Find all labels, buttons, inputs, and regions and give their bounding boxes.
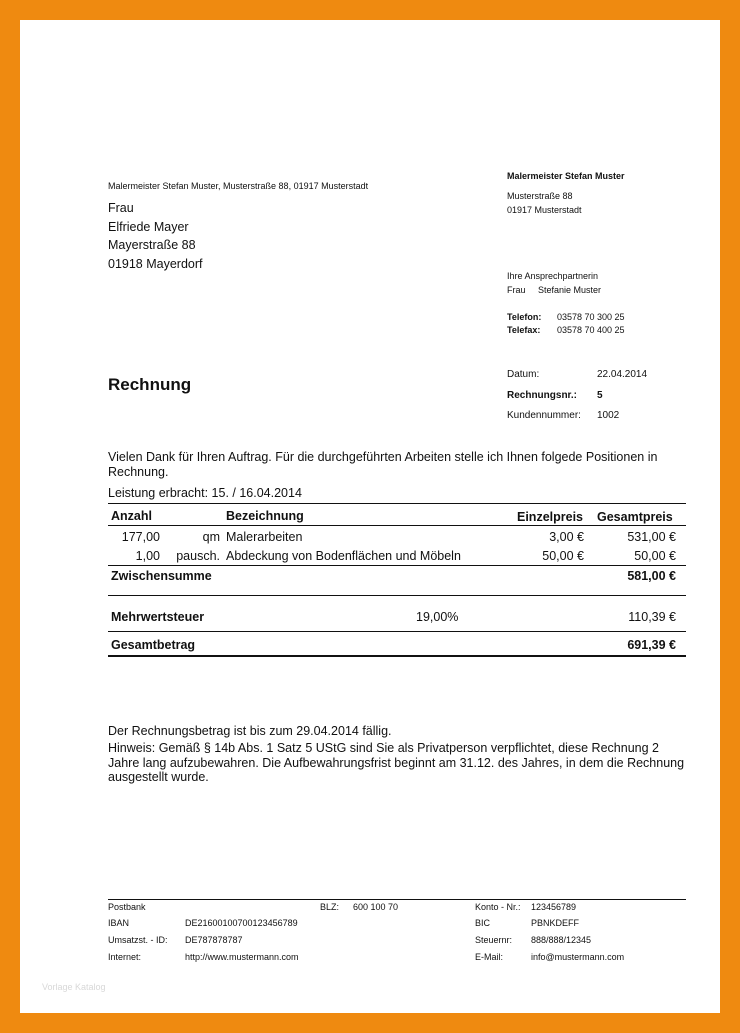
company-street: Musterstraße 88 [507,191,573,201]
header-desc: Bezeichnung [226,509,304,523]
vat-id-value: DE787878787 [185,935,243,945]
tax-number-label: Steuernr: [475,935,513,945]
blz-value: 600 100 70 [353,902,399,912]
contact-label: Ihre Ansprechpartnerin [507,271,599,281]
account-value: 123456789 [531,902,577,912]
date-label: Datum: [507,369,540,380]
recipient-name: Elfriede Mayer [108,219,189,234]
vat-value: 110,39 € [628,610,676,624]
fax-value: 03578 70 400 25 [557,325,625,335]
contact-salutation: Frau [507,285,526,295]
email-value: info@mustermann.com [531,952,625,962]
grand-total-value: 691,39 € [627,638,676,652]
recipient-salutation: Frau [108,201,134,215]
contact-name: Stefanie Muster [538,285,602,295]
row-desc: Abdeckung von Bodenflächen und Möbeln [226,549,461,563]
customer-number-value: 1002 [597,410,620,421]
phone-value: 03578 70 300 25 [557,312,625,322]
vat-label: Mehrwertsteuer [111,610,205,624]
rows-rule [108,565,686,566]
row-unit-price: 3,00 € [549,530,584,544]
bic-value: PBNKDEFF [531,918,580,928]
footer-rule [108,899,686,900]
bic-label: BIC [475,918,491,928]
fax-label: Telefax: [507,325,541,335]
invoice-number-value: 5 [597,390,603,401]
invoice-page [20,20,720,1013]
header-unit-price: Einzelpreis [517,510,583,524]
row-desc: Malerarbeiten [226,530,303,544]
vat-rate: 19,00% [416,610,459,624]
vat-id-label: Umsatzst. - ID: [108,935,168,945]
row-unit: pausch. [176,549,220,563]
header-qty: Anzahl [111,509,152,523]
email-label: E-Mail: [475,952,504,962]
company-name: Malermeister Stefan Muster [507,171,625,181]
recipient-street: Mayerstraße 88 [108,238,196,252]
row-unit: qm [202,530,220,544]
sender-line: Malermeister Stefan Muster, Musterstraße 88, 01917 Musterstadt [108,181,369,191]
row-unit-price: 50,00 € [542,549,584,563]
table-header-rule [108,525,686,526]
note-text: Hinweis: Gemäß § 14b Abs. 1 Satz 5 UStG sind Sie als Privatperson verpflichtet, diese Rechnung 2 Jahre lang aufzubewahren. Die Aufbewahrungsfrist beginnt am 31.12. des Jahres, in dem die Rechnung ausgestellt wurde. [108,741,685,784]
account-label: Konto - Nr.: [475,902,521,912]
grand-total-rule [108,655,686,657]
subtotal-value: 581,00 € [627,569,676,583]
blz-label: BLZ: [320,902,340,912]
subtotal-label: Zwischensumme [111,569,212,583]
date-value: 22.04.2014 [597,369,648,380]
vat-rule [108,631,686,632]
grand-total-label: Gesamtbetrag [111,638,196,652]
row-total: 50,00 € [634,549,676,563]
bank-name: Postbank [108,902,146,912]
recipient-address [108,199,203,273]
company-city: 01917 Musterstadt [507,205,582,215]
phone-label: Telefon: [507,312,542,322]
internet-value: http://www.mustermann.com [185,952,299,962]
invoice-number-label: Rechnungsnr.: [507,390,578,401]
watermark: Vorlage Katalog [42,982,106,992]
service-date: Leistung erbracht: 15. / 16.04.2014 [108,486,302,500]
due-text: Der Rechnungsbetrag ist bis zum 29.04.2014 fällig. [108,724,392,738]
row-total: 531,00 € [627,530,676,544]
page-title: Rechnung [108,375,192,394]
row-qty: 177,00 [121,530,160,544]
row-qty: 1,00 [135,549,160,563]
iban-label: IBAN [108,918,130,928]
header-total-price: Gesamtpreis [597,510,673,524]
subtotal-rule [108,595,686,596]
customer-number-label: Kundennummer: [507,410,581,421]
iban-value: DE21600100700123456789 [185,918,298,928]
internet-label: Internet: [108,952,142,962]
table-top-rule [108,503,686,504]
recipient-city: 01918 Mayerdorf [108,256,203,271]
tax-number-value: 888/888/12345 [531,935,592,945]
intro-text: Vielen Dank für Ihren Auftrag. Für die durchgeführten Arbeiten stelle ich Ihnen folgede Positionen in Rechnung. [108,450,658,479]
